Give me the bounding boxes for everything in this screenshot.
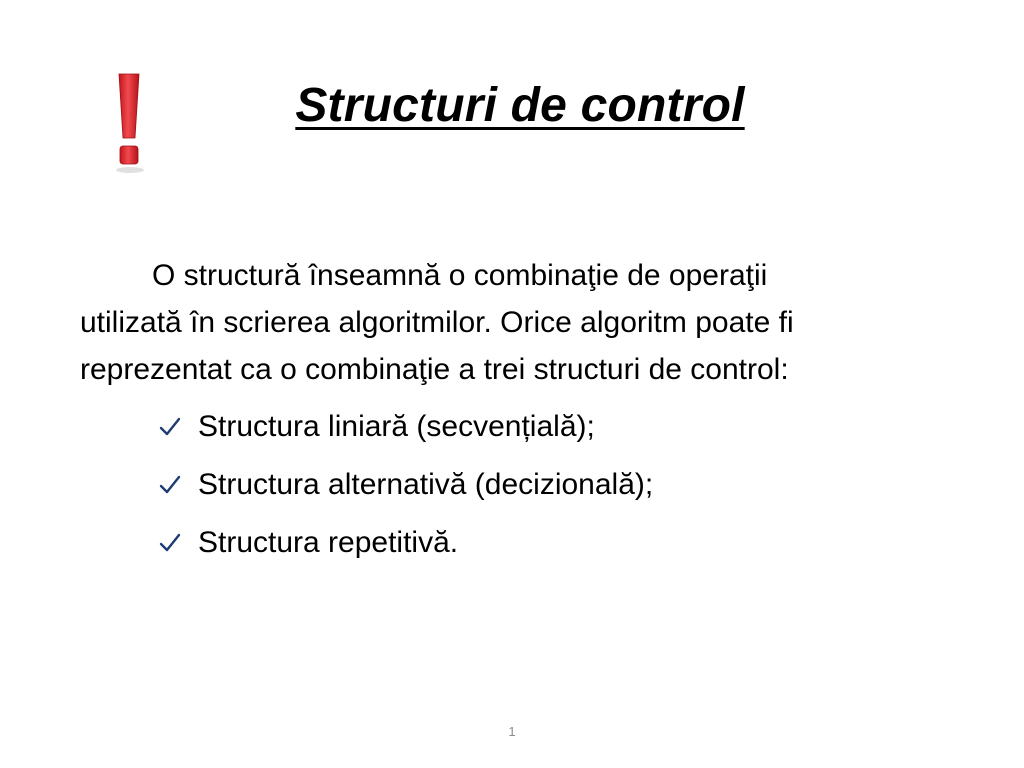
structures-list <box>158 398 653 572</box>
intro-paragraph <box>80 252 960 393</box>
paragraph-line: O structură înseamnă o combinaţie de operaţii <box>152 259 768 292</box>
checkmark-icon <box>158 415 182 439</box>
checkmark-icon <box>158 473 182 497</box>
list-item-label: Structura alternativă (decizională); <box>198 468 654 501</box>
slide-title: Structuri de control <box>295 79 745 132</box>
list-item-label: Structura repetitivă. <box>198 526 459 559</box>
checkmark-icon <box>158 531 182 555</box>
list-item-label: Structura liniară (secvențială); <box>198 410 595 443</box>
list-item <box>158 514 653 572</box>
paragraph-line: utilizată în scrierea algoritmilor. Orice algoritm poate fi <box>80 306 794 339</box>
list-item <box>158 398 653 456</box>
page-number: 1 <box>508 724 516 739</box>
paragraph-line: reprezentat ca o combinaţie a trei structuri de control: <box>80 353 789 386</box>
list-item <box>158 456 653 514</box>
